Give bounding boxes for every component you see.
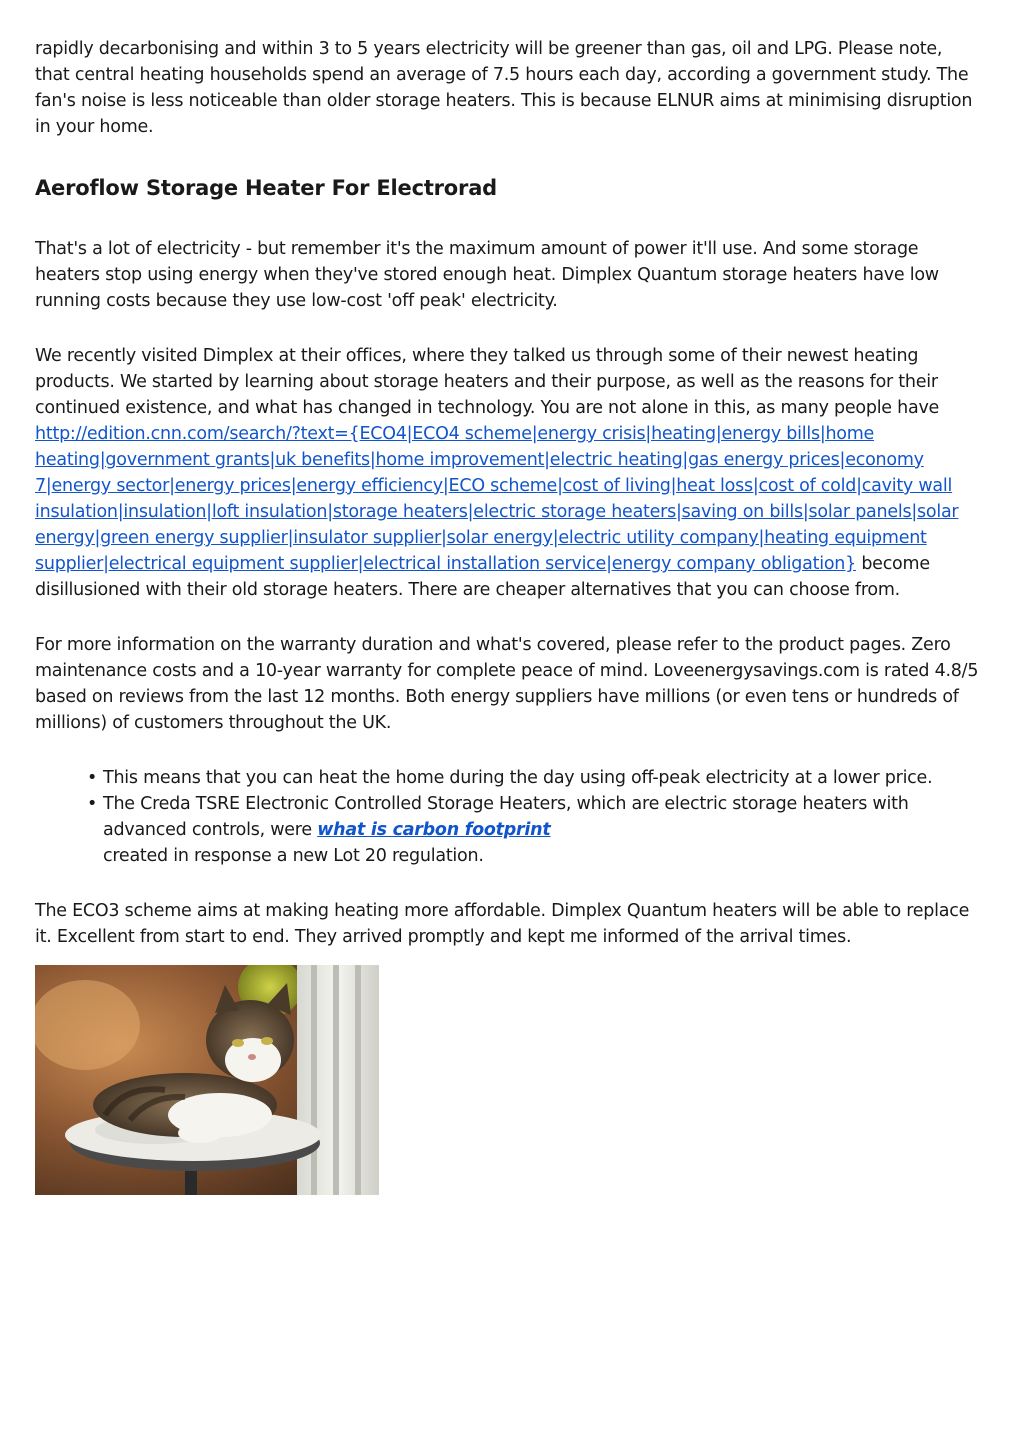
- bullet-icon: •: [87, 768, 98, 788]
- list-item: [87, 791, 980, 869]
- paragraph-dimplex-visit: [35, 343, 980, 603]
- paragraph-electricity: That's a lot of electricity - but remember it's the maximum amount of power it'll use. And some storage heaters stop using energy when they've stored enough heat. Dimplex Quantum storage heaters have low running costs because they use low-cost 'off peak' electricity.: [35, 239, 939, 311]
- paragraph-eco3: The ECO3 scheme aims at making heating more affordable. Dimplex Quantum heaters will be able to replace it. Excellent from start to end. They arrived promptly and kept me informed of the arrival times.: [35, 901, 970, 947]
- section-heading: Aeroflow Storage Heater For Electrorad: [35, 176, 497, 200]
- carbon-footprint-link[interactable]: what is carbon footprint: [317, 820, 551, 840]
- article-body: [35, 36, 980, 950]
- cat-photo: [35, 965, 379, 1195]
- paragraph-dimplex-text-after: become disillusioned with their old storage heaters. There are cheaper alternatives that you can choose from.: [35, 554, 930, 600]
- paragraph-intro: rapidly decarbonising and within 3 to 5 years electricity will be greener than gas, oil and LPG. Please note, that central heating households spend an average of 7.5 hours each day, according a government study. The fan's noise is less noticeable than older storage heaters. This is because ELNUR aims at minimising disruption in your home.: [35, 39, 973, 137]
- bullet-icon: •: [87, 794, 98, 814]
- cnn-search-link[interactable]: http://edition.cnn.com/search/?text={ECO4|ECO4 scheme|energy crisis|heating|energy bills|home heating|government grants|uk benefits|home improvement|electric heating|gas energy prices|economy 7|energy sector|energy prices|energy efficiency|ECO scheme|cost of living|heat loss|cost of cold|cavity wall insulation|insulation|loft insulation|storage heaters|electric storage heaters|saving on bills|solar panels|solar energy|green energy supplier|insulator supplier|solar energy|electric utility company|heating equipment supplier|electrical equipment supplier|electrical installation service|energy company obligation}: [35, 424, 959, 574]
- paragraph-warranty: For more information on the warranty duration and what's covered, please refer to the product pages. Zero maintenance costs and a 10-year warranty for complete peace of mind. Loveenergysavings.com is rated 4.8/5 based on reviews from the last 12 months. Both energy suppliers have millions (or even tens or hundreds of millions) of customers throughout the UK.: [35, 635, 979, 733]
- list-item: [87, 765, 980, 791]
- bullet-list: [35, 765, 980, 869]
- list-item-text-continued: created in response a new Lot 20 regulation.: [103, 846, 484, 866]
- paragraph-dimplex-text-before: We recently visited Dimplex at their offices, where they talked us through some of their newest heating products. We started by learning about storage heaters and their purpose, as well as the reasons for their continued existence, and what has changed in technology. You are not alone in this, as many people have: [35, 346, 940, 418]
- list-item-text: This means that you can heat the home during the day using off-peak electricity at a lower price.: [103, 768, 933, 788]
- cat-photo-icon: [35, 965, 379, 1195]
- list-item-text: The Creda TSRE Electronic Controlled Storage Heaters, which are electric storage heaters with advanced controls, were: [103, 794, 909, 840]
